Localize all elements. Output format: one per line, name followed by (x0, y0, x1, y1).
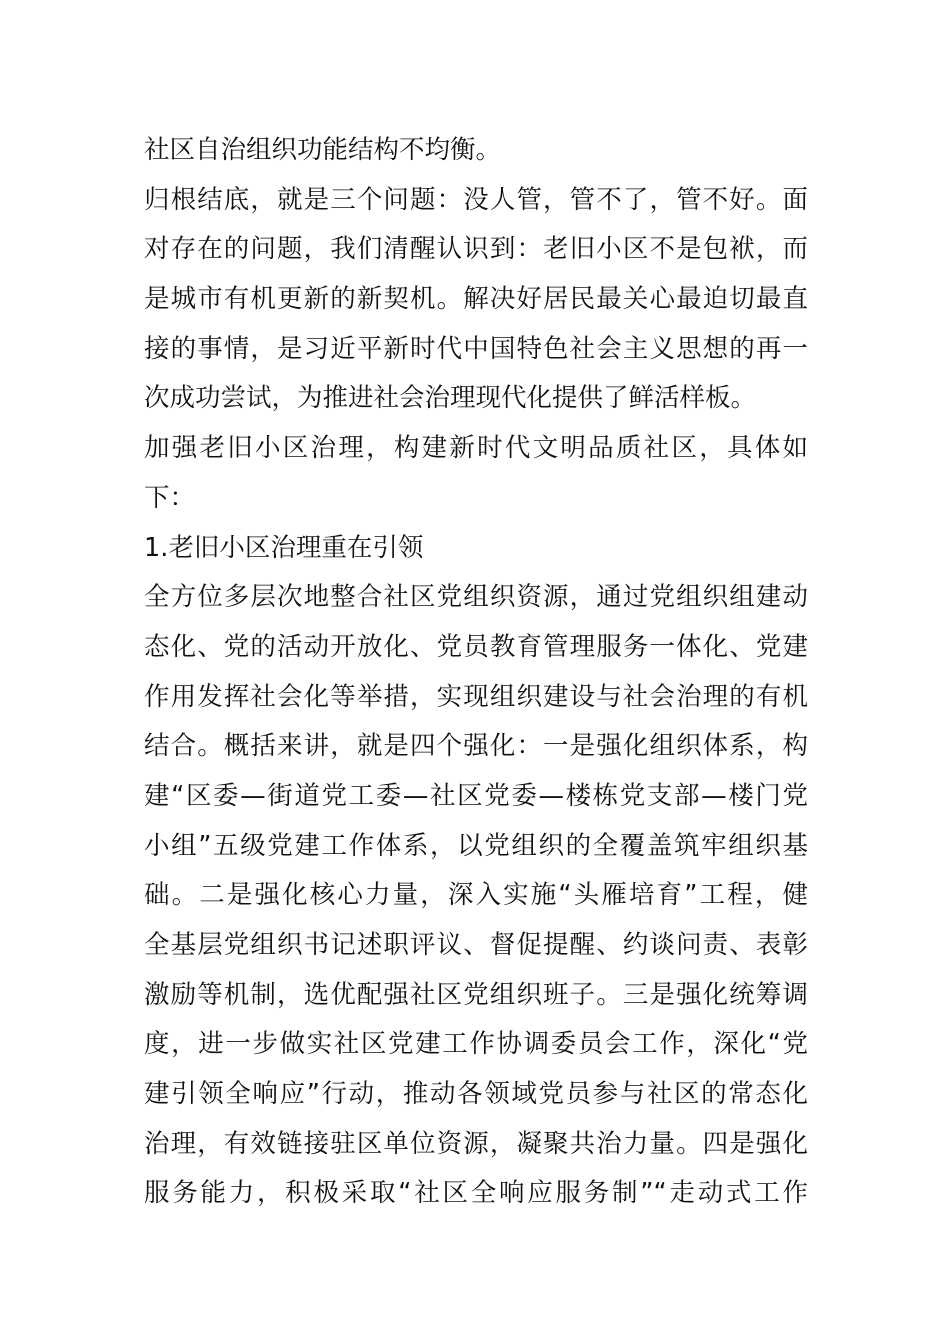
text-line: 结合。概括来讲，就是四个强化：一是强化组织体系，构 (144, 731, 808, 762)
text-line: 全基层党组织书记述职评议、督促提醒、约谈问责、表彰 (144, 930, 808, 960)
text-line: 对存在的问题，我们清醒认识到：老旧小区不是包袱，而 (144, 234, 808, 265)
text-line: 下： (144, 482, 196, 513)
text-line: 全方位多层次地整合社区党组织资源，通过党组织组建动 (144, 582, 808, 613)
text-line: 次成功尝试，为推进社会治理现代化提供了鲜活样板。 (144, 383, 757, 414)
text-line: 归根结底，就是三个问题：没人管，管不了，管不好。面 (144, 184, 808, 215)
text-line: 建引领全响应”行动，推动各领域党员参与社区的常态化 (144, 1079, 808, 1110)
text-line: 服务能力，积极采取“社区全响应服务制”“走动式工作 (144, 1178, 808, 1209)
text-line: 激励等机制，选优配强社区党组织班子。三是强化统筹调 (144, 979, 808, 1010)
body-text (144, 126, 808, 1219)
text-line: 态化、党的活动开放化、党员教育管理服务一体化、党建 (144, 631, 808, 662)
text-line: 社区自治组织功能结构不均衡。 (144, 135, 502, 165)
text-line: 接的事情，是习近平新时代中国特色社会主义思想的再一 (144, 333, 808, 364)
text-line: 是城市有机更新的新契机。解决好居民最关心最迫切最直 (144, 284, 808, 315)
text-line: 建“区委—街道党工委—社区党委—楼栋党支部—楼门党 (144, 780, 808, 811)
text-line: 度，进一步做实社区党建工作协调委员会工作，深化“党 (144, 1029, 808, 1060)
text-line: 小组”五级党建工作体系，以党组织的全覆盖筑牢组织基 (144, 830, 808, 861)
text-line: 治理，有效链接驻区单位资源，凝聚共治力量。四是强化 (144, 1128, 808, 1159)
text-line: 加强老旧小区治理，构建新时代文明品质社区，具体如 (144, 433, 808, 464)
text-line: 础。二是强化核心力量，深入实施“头雁培育”工程，健 (144, 880, 808, 911)
section-heading: 1.老旧小区治理重在引领 (144, 532, 424, 563)
text-line: 作用发挥社会化等举措，实现组织建设与社会治理的有机 (144, 681, 808, 712)
